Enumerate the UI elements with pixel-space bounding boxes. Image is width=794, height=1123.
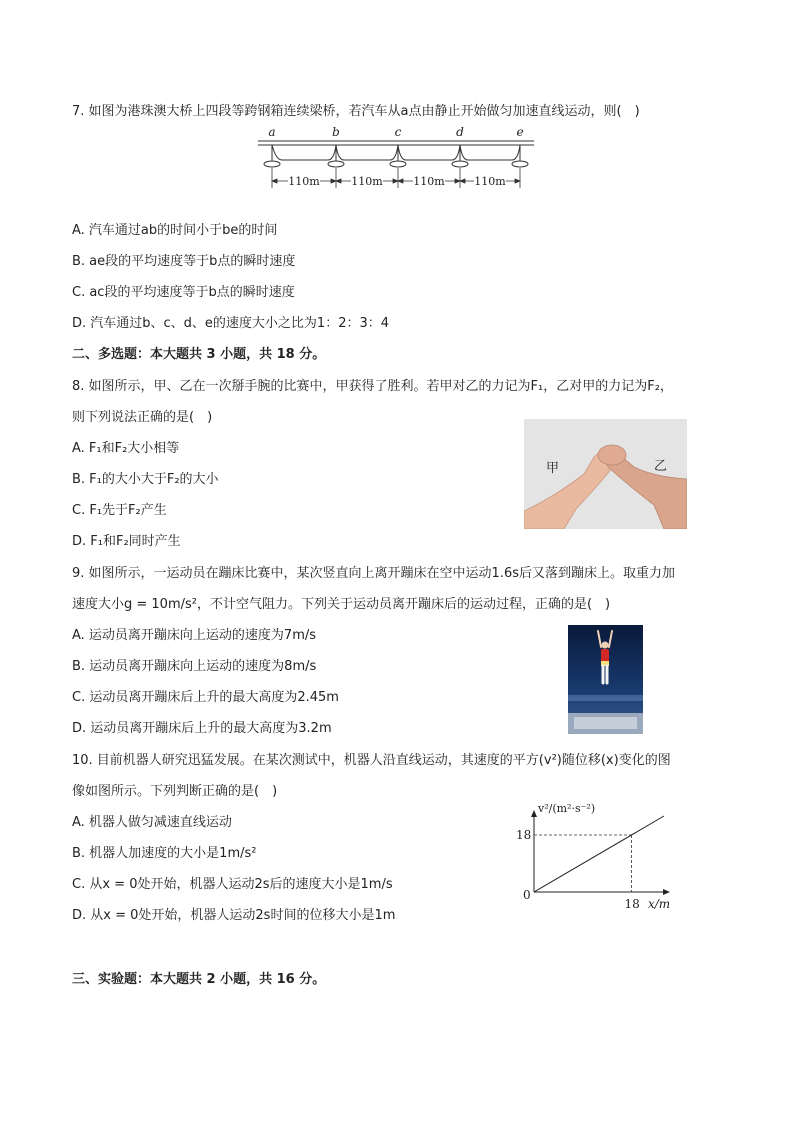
span-label-2: 110m — [351, 175, 383, 188]
series-line — [534, 816, 664, 892]
q10-option-b: B. 机器人加速度的大小是1m/s² — [72, 846, 257, 861]
q7-option-d: D. 汽车通过b、c、d、e的速度大小之比为1：2：3：4 — [72, 316, 390, 331]
point-label-d: d — [456, 125, 464, 139]
span-label-4: 110m — [474, 175, 506, 188]
q8-stem-1: 8. 如图所示，甲、乙在一次掰手腕的比赛中，甲获得了胜利。若甲对乙的力记为F₁，乙对甲的力记为F₂， — [72, 379, 673, 394]
trampoline-photo — [568, 625, 643, 734]
q9-stem-1: 9. 如图所示，一运动员在蹦床比赛中，某次竖直向上离开蹦床在空中运动1.6s后又落到蹦床上。取重力加 — [72, 566, 675, 581]
x-tick-label: 18 — [624, 897, 640, 911]
q10-option-d: D. 从x = 0处开始，机器人运动2s时间的位移大小是1m — [72, 908, 396, 923]
q8-option-d: D. F₁和F₂同时产生 — [72, 534, 181, 549]
q10-option-a: A. 机器人做匀减速直线运动 — [72, 815, 232, 830]
section-2-heading: 二、多选题：本大题共 3 小题，共 18 分。 — [72, 347, 326, 362]
y-axis-arrow — [531, 810, 537, 817]
q9-option-b: B. 运动员离开蹦床向上运动的速度为8m/s — [72, 659, 317, 674]
q10-stem-1: 10. 目前机器人研究迅猛发展。在某次测试中，机器人沿直线运动，其速度的平方(v²)随位移(x)变化的图 — [72, 753, 671, 768]
x-axis-arrow — [663, 889, 670, 895]
bridge-diagram — [258, 124, 538, 196]
point-label-a: a — [268, 125, 276, 139]
y-axis-label: v²/(m²·s⁻²) — [538, 802, 596, 815]
label-jia: 甲 — [546, 461, 560, 476]
x-axis-label: x/m — [648, 897, 671, 911]
q8-option-c: C. F₁先于F₂产生 — [72, 503, 167, 518]
arm-wrestling-photo — [524, 419, 687, 529]
v2-x-chart — [506, 800, 692, 918]
q8-stem-2: 则下列说法正确的是( ) — [72, 410, 213, 425]
span-label-1: 110m — [288, 175, 320, 188]
point-label-c: c — [394, 125, 402, 139]
q10-option-c: C. 从x = 0处开始，机器人运动2s后的速度大小是1m/s — [72, 877, 393, 892]
point-label-b: b — [332, 125, 340, 139]
q8-option-a: A. F₁和F₂大小相等 — [72, 441, 180, 456]
label-yi: 乙 — [654, 459, 668, 474]
q9-stem-2: 速度大小g = 10m/s²，不计空气阻力。下列关于运动员离开蹦床后的运动过程，正确的是( ) — [72, 597, 611, 612]
q9-option-d: D. 运动员离开蹦床后上升的最大高度为3.2m — [72, 721, 332, 736]
section-3-heading: 三、实验题：本大题共 2 小题，共 16 分。 — [72, 972, 326, 987]
q9-option-a: A. 运动员离开蹦床向上运动的速度为7m/s — [72, 628, 317, 643]
y-tick-label: 18 — [516, 828, 532, 842]
q7-stem: 7. 如图为港珠澳大桥上四段等跨钢箱连续梁桥，若汽车从a点由静止开始做匀加速直线运动，则( ) — [72, 104, 640, 119]
point-label-e: e — [516, 125, 524, 139]
q10-stem-2: 像如图所示。下列判断正确的是( ) — [72, 784, 278, 799]
q7-option-a: A. 汽车通过ab的时间小于be的时间 — [72, 223, 278, 238]
q9-option-c: C. 运动员离开蹦床后上升的最大高度为2.45m — [72, 690, 339, 705]
q7-option-c: C. ac段的平均速度等于b点的瞬时速度 — [72, 285, 295, 300]
span-label-3: 110m — [413, 175, 445, 188]
q7-option-b: B. ae段的平均速度等于b点的瞬时速度 — [72, 254, 296, 269]
q8-option-b: B. F₁的大小大于F₂的大小 — [72, 472, 219, 487]
origin-label: 0 — [523, 888, 531, 902]
